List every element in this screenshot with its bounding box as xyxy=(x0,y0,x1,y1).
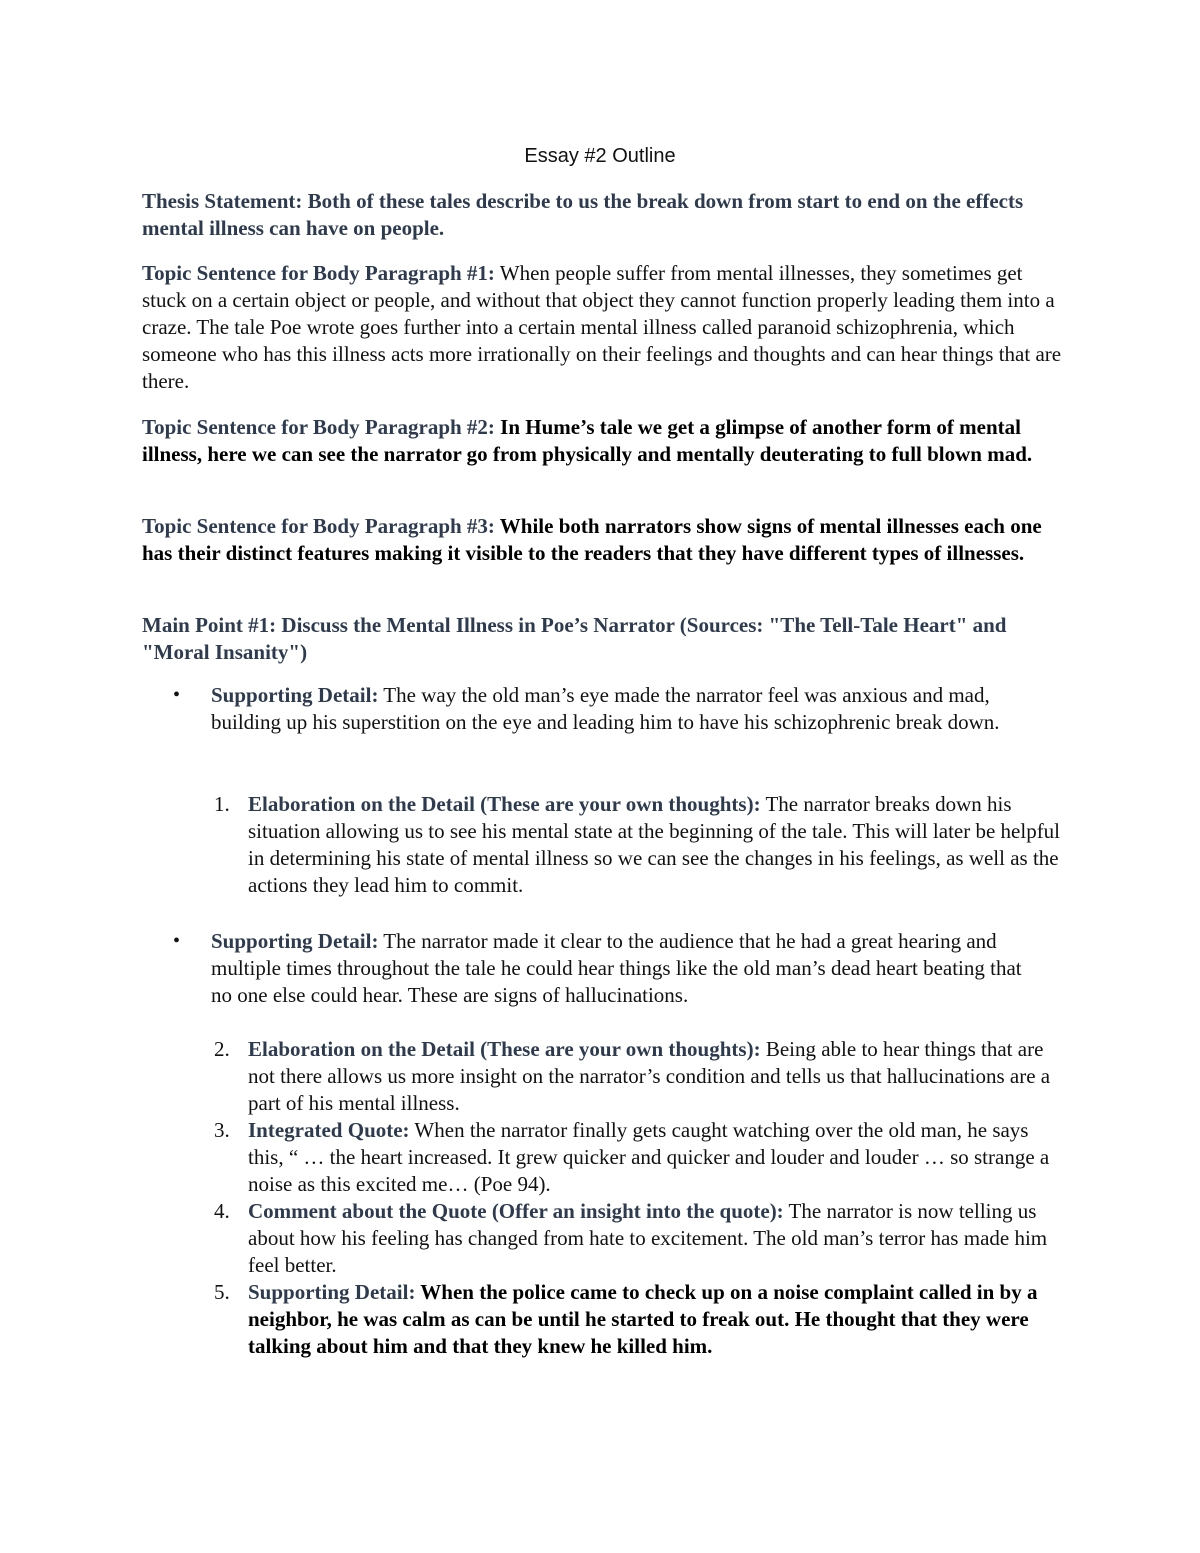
list-item-3 xyxy=(214,1117,1063,1198)
topic-3-text: While both narrators show signs of mental illnesses each one has their distinct features making it visible to the readers that they have different types of illnesses. xyxy=(142,514,1042,565)
bullet-2-label: Supporting Detail: xyxy=(211,929,379,953)
item-1-number: 1. xyxy=(214,792,230,816)
topic-2-text: In Hume’s tale we get a glimpse of another form of mental illness, here we can see the narrator go from physically and mentally deuterating to full blown mad. xyxy=(142,415,1033,466)
item-1-text: The narrator breaks down his situation allowing us to see his mental state at the beginning of the tale. This will later be helpful in determining his state of mental illness so we can see the changes in his feelings, as well as the actions they lead him to commit. xyxy=(248,792,1061,897)
item-2-number: 2. xyxy=(214,1037,230,1061)
bullet-icon: • xyxy=(173,930,181,952)
bullet-supporting-detail-2 xyxy=(173,928,1026,1009)
topic-sentence-2 xyxy=(142,414,1067,468)
item-2-label: Elaboration on the Detail (These are your own thoughts): xyxy=(248,1037,761,1061)
item-4-label: Comment about the Quote (Offer an insight into the quote): xyxy=(248,1199,784,1223)
item-3-label: Integrated Quote: xyxy=(248,1118,410,1142)
list-item-1 xyxy=(214,791,1063,899)
main-point-1-text: Main Point #1: Discuss the Mental Illness in Poe’s Narrator (Sources: "The Tell-Tale Heart" and "Moral Insanity") xyxy=(142,613,1007,664)
topic-1-text: When people suffer from mental illnesses, they sometimes get stuck on a certain object or people, and without that object they cannot function properly leading them into a craze. The tale Poe wrote goes further into a certain mental illness called paranoid schizophrenia, which someone who has this illness acts more irrationally on their feelings and thoughts and can hear things that are there. xyxy=(142,261,1062,393)
topic-3-label: Topic Sentence for Body Paragraph #3: xyxy=(142,514,495,538)
item-2-text: Being able to hear things that are not there allows us more insight on the narrator’s condition and tells us that hallucinations are a part of his mental illness. xyxy=(248,1037,1051,1115)
item-3-text: When the narrator finally gets caught watching over the old man, he says this, “ … the heart increased. It grew quicker and quicker and louder and louder … so strange a noise as this excited me… (Poe 94). xyxy=(248,1118,1050,1196)
thesis-statement xyxy=(142,188,1067,242)
bullet-1-label: Supporting Detail: xyxy=(211,683,379,707)
item-5-label: Supporting Detail: xyxy=(248,1280,416,1304)
topic-sentence-1 xyxy=(142,260,1067,395)
topic-sentence-3 xyxy=(142,513,1067,567)
topic-2-label: Topic Sentence for Body Paragraph #2: xyxy=(142,415,495,439)
thesis-text: Thesis Statement: Both of these tales describe to us the break down from start to end on the effects mental illness can have on people. xyxy=(142,189,1024,240)
list-item-5 xyxy=(214,1279,1063,1360)
bullet-supporting-detail-1 xyxy=(173,682,1026,736)
list-item-4 xyxy=(214,1198,1063,1279)
item-5-text: When the police came to check up on a noise complaint called in by a neighbor, he was calm as can be until he started to freak out. He thought that they were talking about him and that they knew he killed him. xyxy=(248,1280,1038,1358)
item-4-text: The narrator is now telling us about how his feeling has changed from hate to excitement. The old man’s terror has made him feel better. xyxy=(248,1199,1048,1277)
main-point-1 xyxy=(142,612,1067,666)
item-5-number: 5. xyxy=(214,1280,230,1304)
bullet-2-text: The narrator made it clear to the audience that he had a great hearing and multiple times throughout the tale he could hear things like the old man’s dead heart beating that no one else could hear. These are signs of hallucinations. xyxy=(211,929,1022,1007)
bullet-icon: • xyxy=(173,684,181,706)
topic-1-label: Topic Sentence for Body Paragraph #1: xyxy=(142,261,495,285)
item-3-number: 3. xyxy=(214,1118,230,1142)
document-title: Essay #2 Outline xyxy=(524,145,676,167)
item-1-label: Elaboration on the Detail (These are your own thoughts): xyxy=(248,792,761,816)
item-4-number: 4. xyxy=(214,1199,230,1223)
bullet-1-text: The way the old man’s eye made the narrator feel was anxious and mad, building up his superstition on the eye and leading him to have his schizophrenic break down. xyxy=(211,683,1000,734)
list-item-2 xyxy=(214,1036,1063,1117)
